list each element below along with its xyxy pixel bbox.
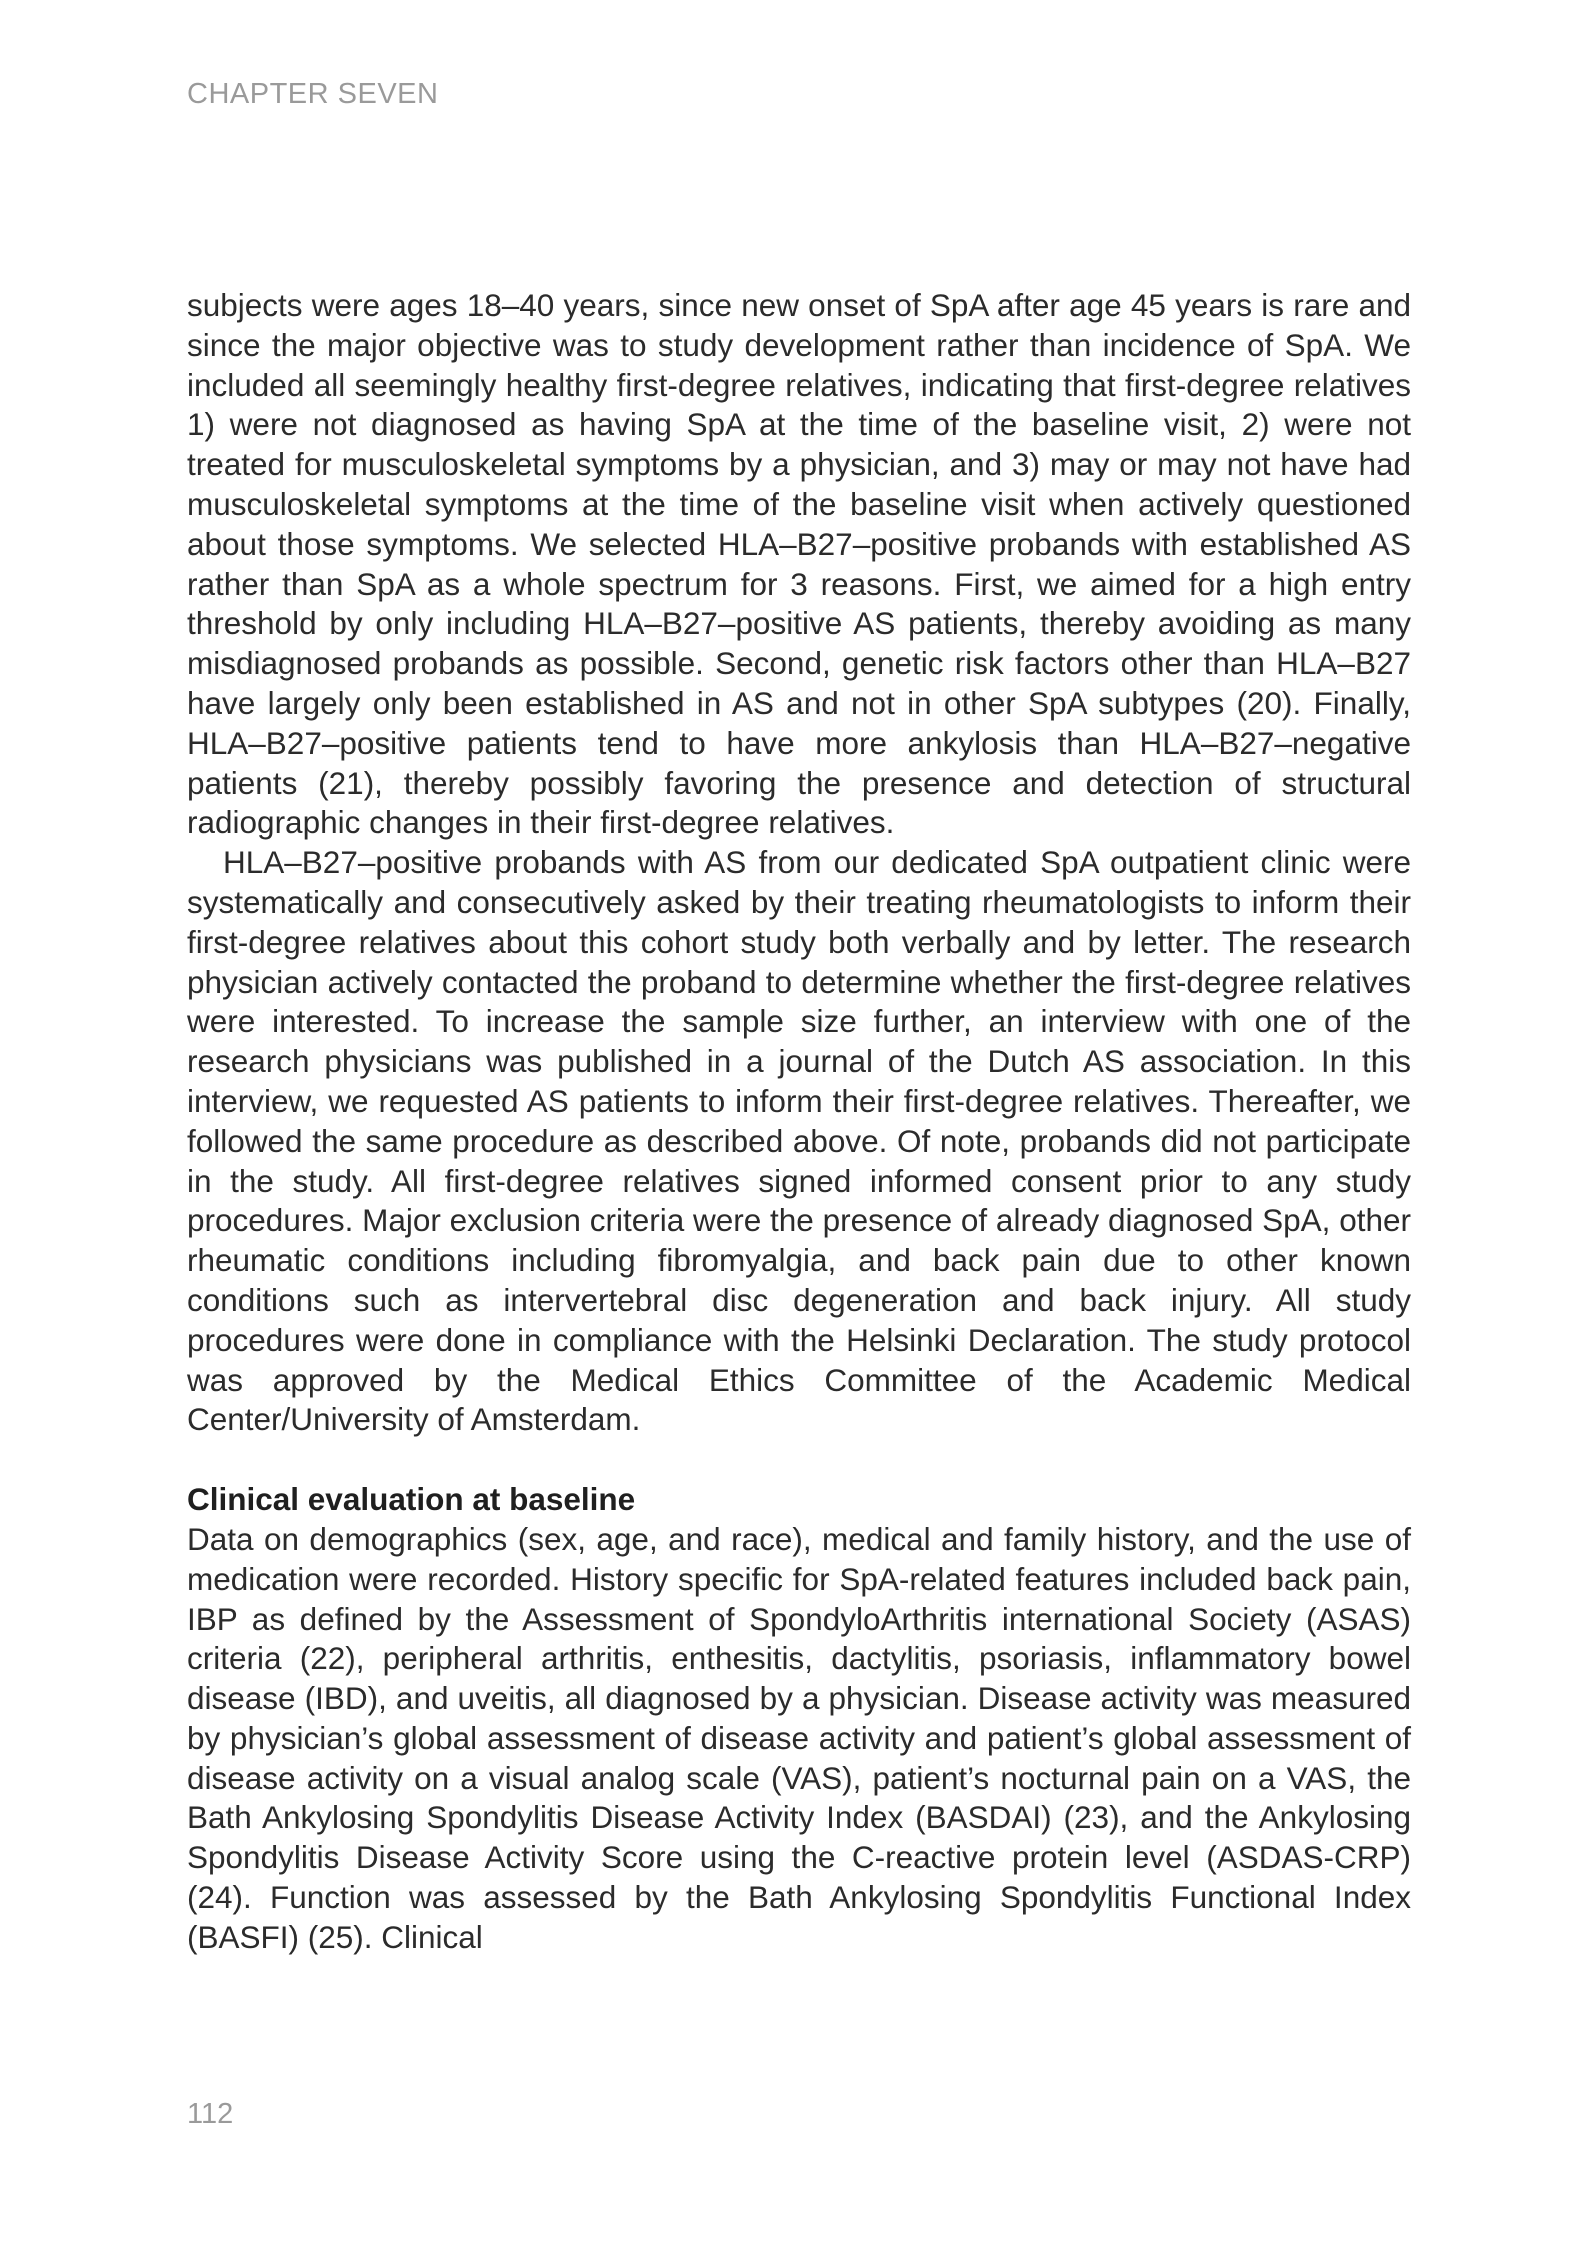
paragraph-continued: subjects were ages 18–40 years, since new onset of SpA after age 45 years is rare and since the major objective was to study development rather than incidence of SpA. We included all seemingly healthy first-degree relatives, indicating that first-degree relatives 1) were not diagnosed as having SpA at the time of the baseline visit, 2) were not treated for musculoskeletal symptoms by a physician, and 3) may or may not have had musculoskeletal symptoms at the time of the baseline visit when actively questioned about those symptoms. We selected HLA–B27–positive probands with established AS rather than SpA as a whole spectrum for 3 reasons. First, we aimed for a high entry threshold by only including HLA–B27–positive AS patients, thereby avoiding as many misdiagnosed probands as possible. Second, genetic risk factors other than HLA–B27 have largely only been established in AS and not in other SpA subtypes (20). Finally, HLA–B27–positive patients tend to have more ankylosis than HLA–B27–negative patients (21), thereby possibly favoring the presence and detection of structural radiographic changes in their first-degree relatives. [187,287,1411,841]
paragraph-recruitment: HLA–B27–positive probands with AS from our dedicated SpA outpatient clinic were systematically and consecutively asked by their treating rheumatologists to inform their first-degree relatives about this cohort study both verbally and by letter. The research physician actively contacted the proband to determine whether the first-degree relatives were interested. To increase the sample size further, an interview with one of the research physicians was published in a journal of the Dutch AS association. In this interview, we requested AS patients to inform their first-degree relatives. Thereafter, we followed the same procedure as described above. Of note, probands did not participate in the study. All first-degree relatives signed informed consent prior to any study procedures. Major exclusion criteria were the presence of already diagnosed SpA, other rheumatic conditions including fibromyalgia, and back pain due to other known conditions such as intervertebral disc degeneration and back injury. All study procedures were done in compliance with the Helsinki Declaration. The study protocol was approved by the Medical Ethics Committee of the Academic Medical Center/University of Amsterdam. [187,844,1411,1438]
body-text [187,286,1411,1958]
running-head: CHAPTER SEVEN [187,78,439,110]
paragraph-clinical-evaluation: Data on demographics (sex, age, and race), medical and family history, and the use of medication were recorded. History specific for SpA-related features included back pain, IBP as defined by the Assessment of SpondyloArthritis international Society (ASAS) criteria (22), peripheral arthritis, enthesitis, dactylitis, psoriasis, inflammatory bowel disease (IBD), and uveitis, all diagnosed by a physician. Disease activity was measured by physician’s global assessment of disease activity and patient’s global assessment of disease activity on a visual analog scale (VAS), patient’s nocturnal pain on a VAS, the Bath Ankylosing Spondylitis Disease Activity Index (BASDAI) (23), and the Ankylosing Spondylitis Disease Activity Score using the C-reactive protein level (ASDAS-CRP) (24). Function was assessed by the Bath Ankylosing Spondylitis Functional Index (BASFI) (25). Clinical [187,1520,1411,1955]
page-number: 112 [187,2098,234,2130]
section-heading: Clinical evaluation at baseline [187,1481,636,1518]
